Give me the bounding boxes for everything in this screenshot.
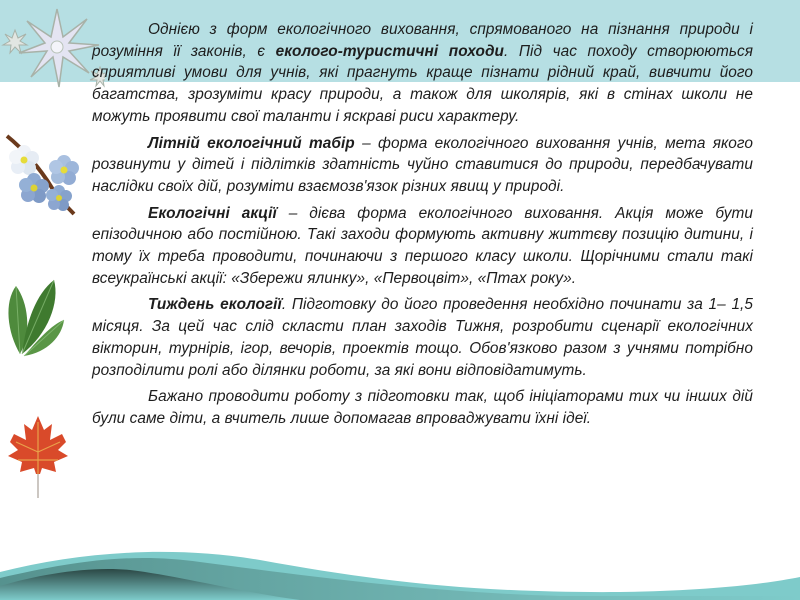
paragraph-text: . Підготовку до його проведення необхідно починати за 1– 1,5 місяця. За цей час слід скласти план заходів Тижня, розробити сценарії екологічних вікторин, турнірів, ігор, вечорів, проектів тощо. Обов'язково разом з учнями потрібно розподілити ролі або ділянки роботи, за які вони відповідатимуть.: [92, 296, 753, 379]
paragraph-summer-camp: [92, 133, 753, 198]
paragraph-ecology-week: [92, 294, 753, 381]
forget-me-not-flowers-icon: [2, 128, 84, 218]
term-summer-eco-camp: Літній екологічний табір: [148, 134, 355, 152]
small-snowflake-icon: [3, 30, 27, 53]
flower-icon: [9, 145, 39, 175]
paragraph-text: . Під час походу створюються сприятливі умови для учнів, які прагнуть краще пізнати рідний край, вивчити його багатства, зрозуміти красу природи, а також для школярів, які в стінах школи не можуть проявити свої таланти і яскраві риси характеру.: [92, 42, 753, 125]
term-ecology-week: Тиждень екології: [148, 296, 282, 314]
flower-icon: [46, 185, 72, 211]
paragraph-eco-actions: [92, 203, 753, 290]
maple-leaf-icon: [4, 412, 72, 500]
paragraph-text: – дієва форма екологічного виховання. Акція може бути епізодичною або постійною. Такі заходи формують активну життєву позицію дитини, і тому їх треба проводити, починаючи з першого класу школи. Щорічними стали такі всеукраїнські акції: «Збережи ялинку», «Первоцвіт», «Птах року».: [92, 204, 753, 287]
term-eco-tourist-trips: еколого-туристичні походи: [275, 42, 504, 60]
paragraph-eco-tourist-trips: [92, 19, 753, 128]
paragraph-text: Однією з форм екологічного виховання, спрямованого на пізнання природи і розуміння її законів, є: [92, 21, 753, 60]
bottom-wave-decoration: [0, 530, 800, 600]
term-eco-actions: Екологічні акції: [148, 204, 277, 222]
paragraph-conclusion: [92, 386, 753, 429]
flower-icon: [49, 155, 79, 185]
green-leaves-icon: [2, 272, 68, 360]
slide-text-content: [92, 19, 753, 435]
large-snowflake-icon: [19, 9, 99, 87]
snowflake-icon: [0, 5, 105, 95]
paragraph-text: – форма екологічного виховання учнів, мета якого розвинути у дітей і підлітків здатність чуйно ставитися до природи, передбачувати наслідки своїх дій, розуміти взаємозв'язок різних явищ у природі.: [92, 134, 753, 195]
paragraph-text: Бажано проводити роботу з підготовки так, щоб ініціаторами тих чи інших дій були саме діти, а вчитель лише допомагав впроваджувати їхні ідеї.: [92, 388, 753, 427]
